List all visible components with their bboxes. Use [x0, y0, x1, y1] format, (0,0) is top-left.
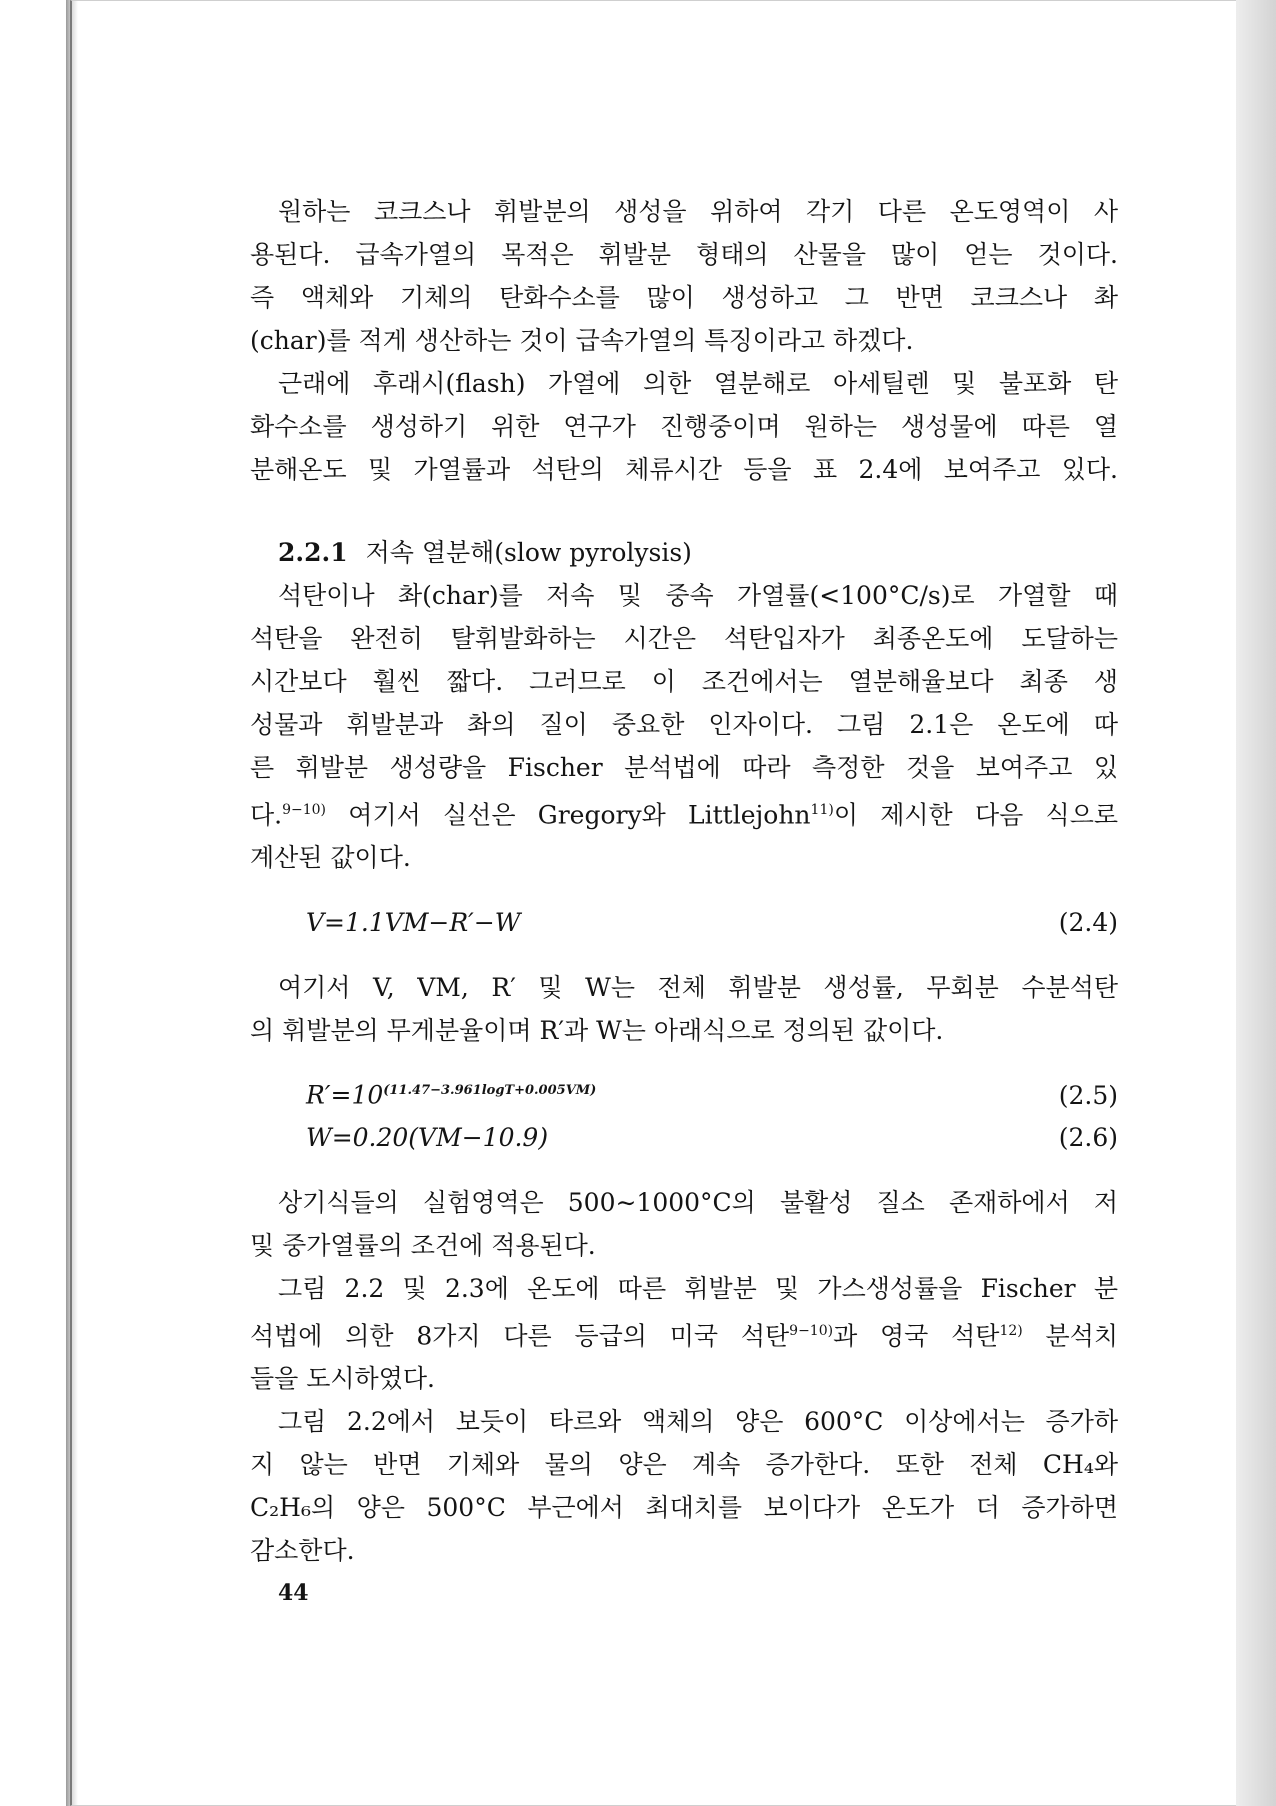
text-run: 여기서 실선은 Gregory와 Littlejohn	[326, 800, 811, 830]
citation-ref: 9−10)	[789, 1322, 834, 1339]
text-run: 분석치	[1022, 1320, 1118, 1350]
paragraph-line: 상기식들의 실험영역은 500∼1000°C의 불활성 질소 존재하에서 저	[278, 1187, 1118, 1217]
paragraph-line	[250, 1310, 1118, 1357]
paragraph-line: 른 휘발분 생성량을 Fischer 분석법에 따라 측정한 것을 보여주고 있	[250, 753, 1118, 782]
section-title: 저속 열분해(slow pyrolysis)	[365, 538, 692, 567]
equation-2-4	[250, 901, 1118, 944]
paragraph-line: 성물과 휘발분과 촤의 질이 중요한 인자이다. 그림 2.1은 온도에 따	[250, 710, 1118, 739]
citation-ref: 9−10)	[282, 802, 327, 818]
citation-ref: 12)	[999, 1322, 1023, 1339]
equation-number: (2.5)	[1058, 1080, 1118, 1110]
text-run: 석법에 의한 8가지 다른 등급의 미국 석탄	[250, 1320, 790, 1350]
page-number: 44	[278, 1580, 309, 1606]
paragraph-line: (char)를 적게 생산하는 것이 급속가열의 특징이라고 하겠다.	[250, 326, 914, 355]
paragraph-line: 화수소를 생성하기 위한 연구가 진행중이며 원하는 생성물에 따른 열	[250, 412, 1118, 441]
paragraph-line: 여기서 V, VM, R′ 및 W는 전체 휘발분 생성률, 무회분 수분석탄	[278, 973, 1118, 1003]
section-number: 2.2.1	[278, 538, 348, 567]
right-margin-shade	[1236, 0, 1276, 1806]
equation-number: (2.4)	[1058, 908, 1118, 938]
paragraph-line: 석탄이나 촤(char)를 저속 및 중속 가열률(<100°C/s)로 가열할 때	[278, 581, 1118, 610]
equation-expression: W=0.20(VM−10.9)	[306, 1122, 549, 1152]
equation-expression: V=1.1VM−R′−W	[306, 908, 521, 938]
paragraph-line: 들을 도시하였다.	[250, 1363, 435, 1393]
equation-exponent: (11.47−3.961logT+0.005VM)	[383, 1083, 597, 1099]
equation-number: (2.6)	[1058, 1122, 1118, 1152]
paragraph-line: C₂H₆의 양은 500°C 부근에서 최대치를 보이다가 온도가 더 증가하면	[250, 1492, 1118, 1522]
equation-expression	[306, 1070, 596, 1116]
paragraph-line: 분해온도 및 가열률과 석탄의 체류시간 등을 표 2.4에 보여주고 있다.	[250, 455, 1118, 484]
text-run: 이 제시한 다음 식으로	[833, 800, 1118, 830]
paragraph-line	[250, 789, 1118, 836]
equation-2-6	[250, 1117, 1118, 1159]
paragraph-line: 시간보다 훨씬 짧다. 그러므로 이 조건에서는 열분해율보다 최종 생	[250, 667, 1118, 696]
paragraph-line: 감소한다.	[250, 1535, 355, 1565]
paragraph-line: 의 휘발분의 무게분율이며 R′과 W는 아래식으로 정의된 값이다.	[250, 1016, 944, 1046]
paragraph-line: 지 않는 반면 기체와 물의 양은 계속 증가한다. 또한 전체 CH₄와	[250, 1449, 1118, 1479]
paragraph-line: 용된다. 급속가열의 목적은 휘발분 형태의 산물을 많이 얻는 것이다.	[250, 240, 1118, 269]
section-heading	[250, 531, 1118, 574]
text-run: 다.	[250, 800, 283, 830]
citation-ref: 11)	[810, 802, 834, 818]
paragraph-line: 및 중가열률의 조건에 적용된다.	[250, 1230, 596, 1260]
paragraph-line: 근래에 후래시(flash) 가열에 의한 열분해로 아세틸렌 및 불포화 탄	[278, 369, 1118, 398]
paragraph-line: 원하는 코크스나 휘발분의 생성을 위하여 각기 다른 온도영역이 사	[278, 197, 1118, 226]
paragraph-line: 계산된 값이다.	[250, 843, 411, 873]
text-run: 과 영국 석탄	[833, 1320, 1000, 1350]
paragraph-line: 즉 액체와 기체의 탄화수소를 많이 생성하고 그 반면 코크스나 촤	[250, 283, 1118, 312]
paragraph-line: 그림 2.2 및 2.3에 온도에 따른 휘발분 및 가스생성률을 Fischer 분	[278, 1273, 1118, 1303]
paragraph-line: 그림 2.2에서 보듯이 타르와 액체의 양은 600°C 이상에서는 증가하	[278, 1406, 1118, 1436]
equation-base: R′=10	[306, 1080, 384, 1110]
page-body	[250, 190, 1118, 1572]
paragraph-line: 석탄을 완전히 탈휘발화하는 시간은 석탄입자가 최종온도에 도달하는	[250, 624, 1118, 653]
equation-2-5	[250, 1070, 1118, 1116]
